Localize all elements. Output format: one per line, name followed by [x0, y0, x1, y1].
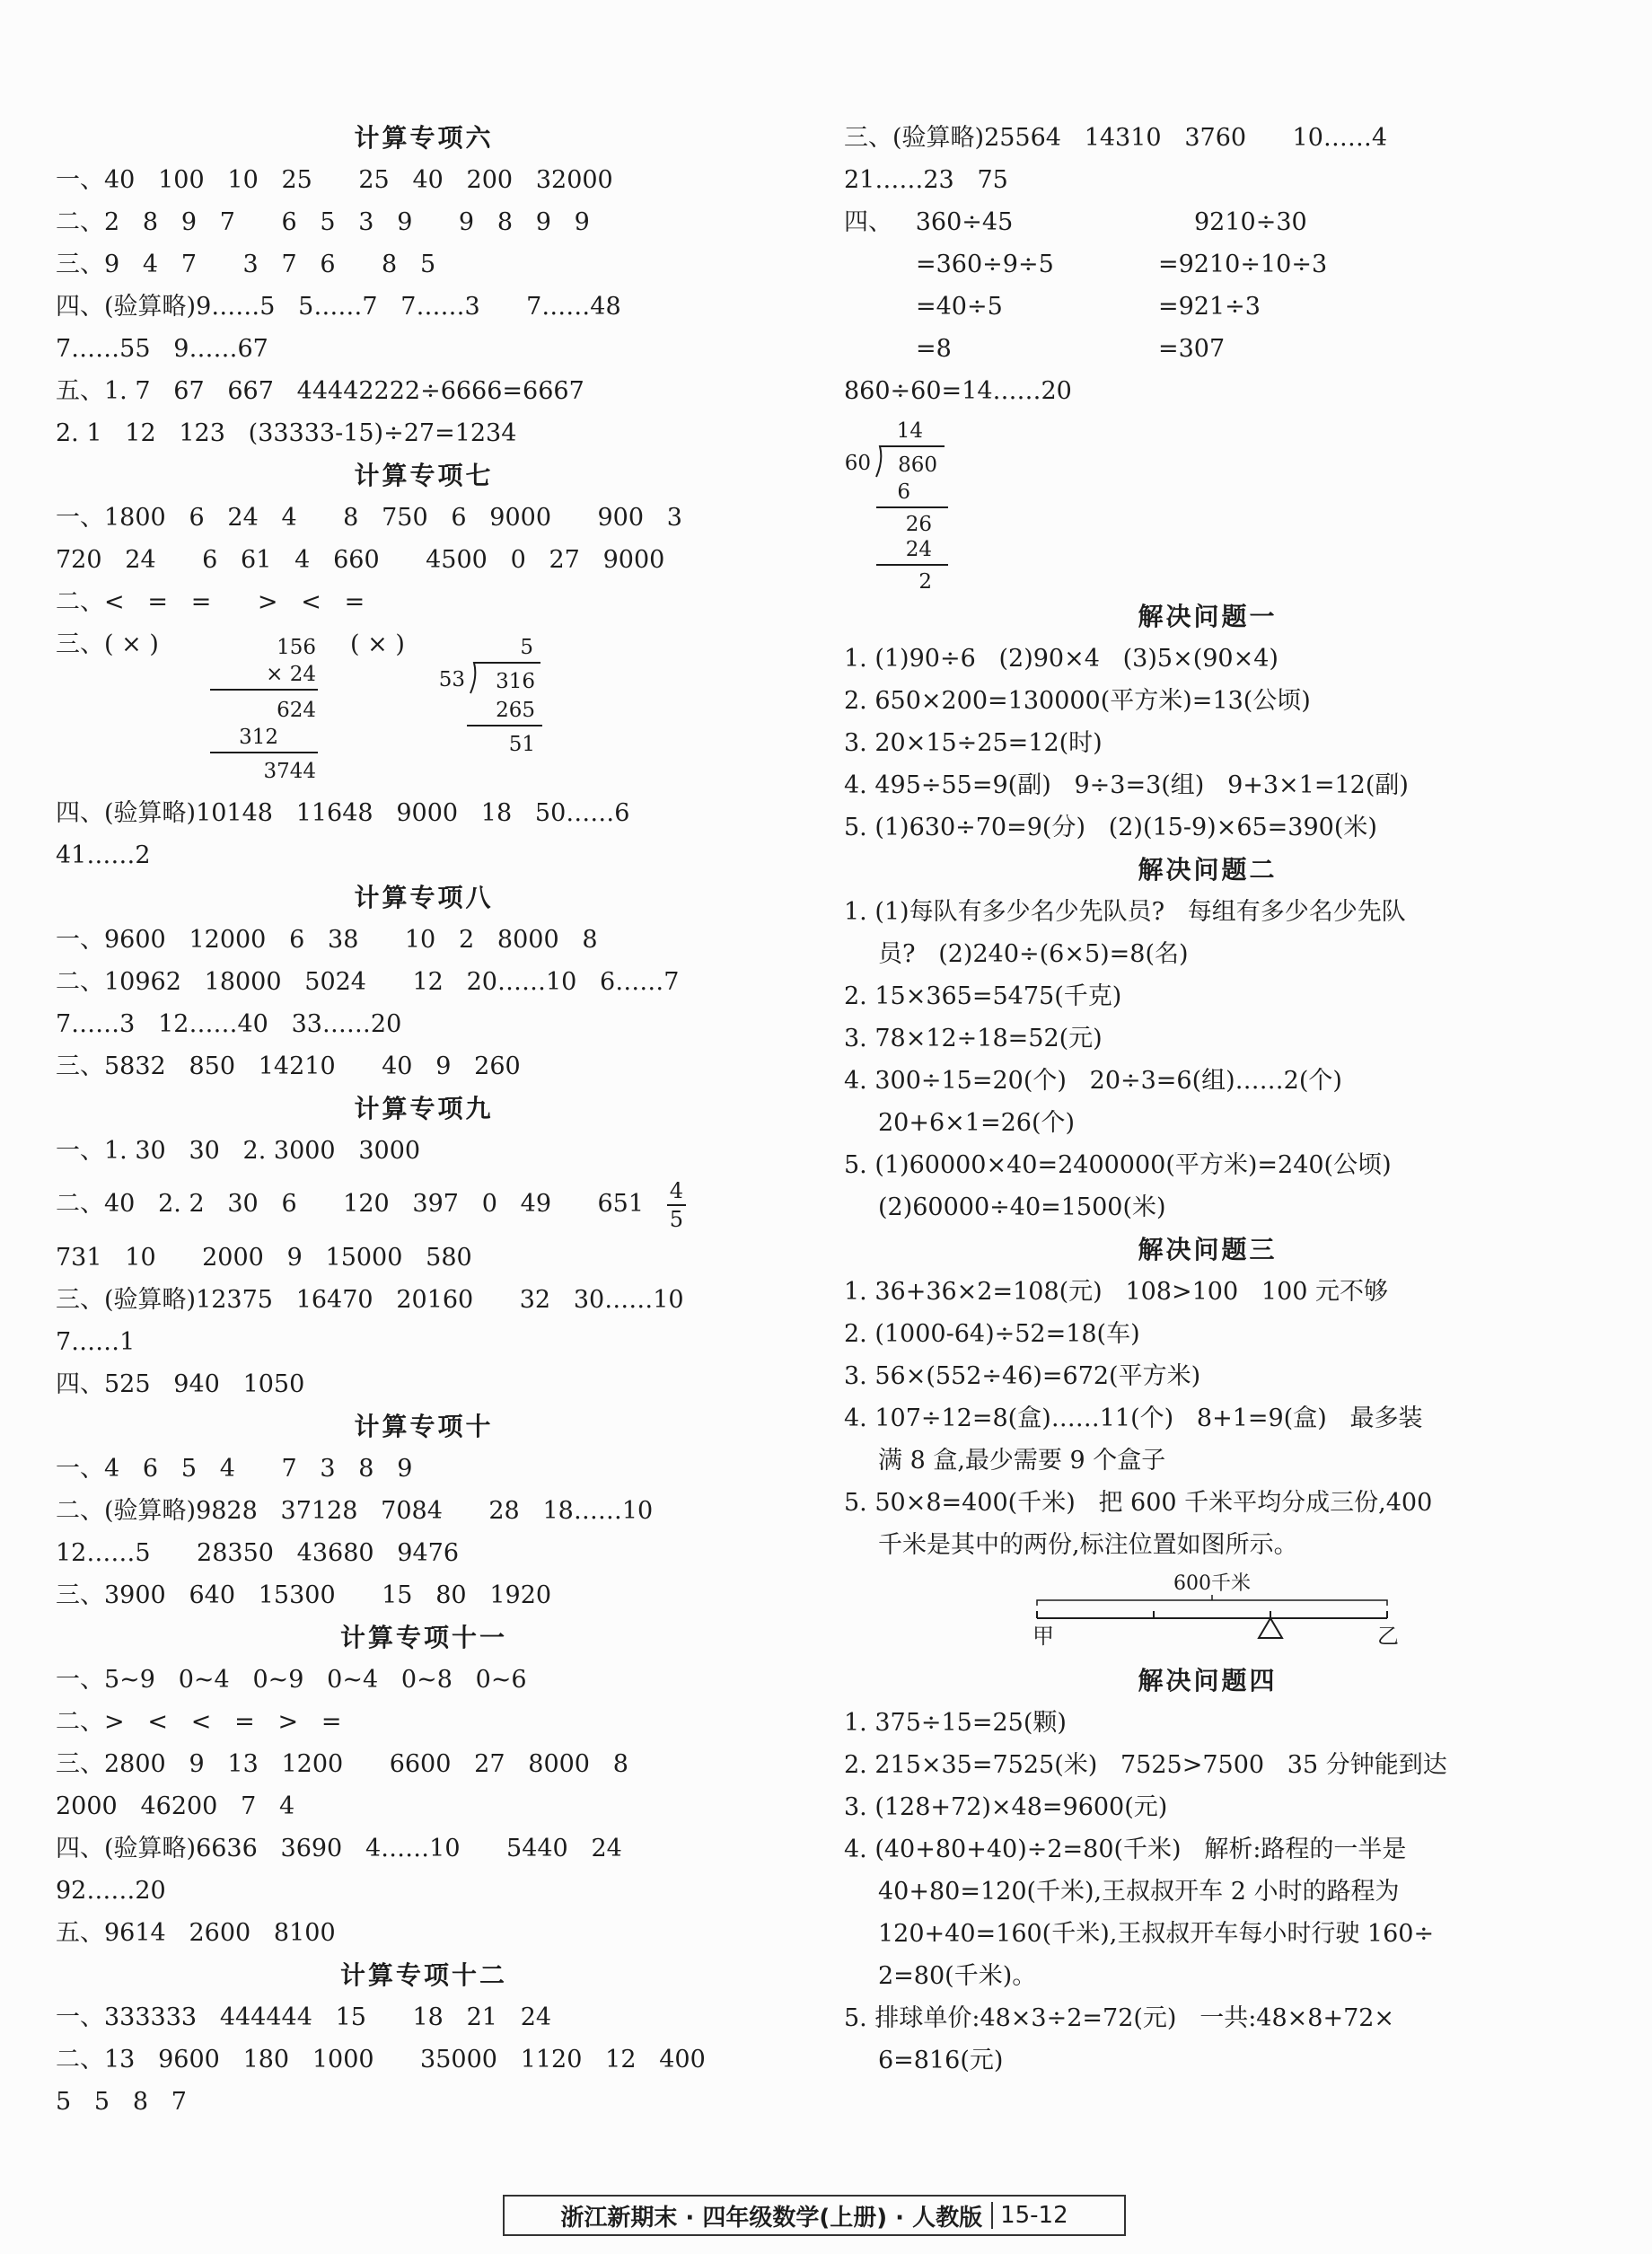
- answer-line: 二、(验算略)9828 37128 7084 28 18……10: [56, 1497, 654, 1525]
- answer-line: 20+6×1=26(个): [878, 1109, 1076, 1137]
- answer-text: =307: [1158, 335, 1226, 363]
- answer-text: =8: [916, 335, 952, 363]
- answer-text: 四、 360÷45: [844, 208, 1014, 236]
- answer-line: 一、1800 6 24 4 8 750 6 9000 900 3: [56, 504, 682, 532]
- section-title: 计算专项八: [354, 883, 494, 912]
- answer-line: [844, 243, 1571, 286]
- section-title: 计算专项六: [354, 123, 494, 153]
- fraction-denominator: 5: [669, 1206, 684, 1232]
- section-title: 计算专项十: [354, 1412, 494, 1441]
- answer-line: 5. 50×8=400(千米) 把 600 千米平均分成三份,400: [844, 1489, 1433, 1517]
- answer-line: 4. 107÷12=8(盒)……11(个) 8+1=9(盒) 最多装: [844, 1404, 1423, 1432]
- answer-text: =921÷3: [1158, 293, 1261, 321]
- div-remainder: 51: [508, 733, 535, 756]
- answer-line: 7……3 12……40 33……20: [56, 1010, 402, 1038]
- answer-line: 四、525 940 1050: [56, 1370, 305, 1398]
- distance-diagram: [844, 1566, 1571, 1656]
- answer-line: 员? (2)240÷(6×5)=8(名): [878, 940, 1189, 968]
- answer-line: 1. 375÷15=25(颗): [844, 1709, 1067, 1737]
- answer-line: ( × ): [350, 630, 405, 658]
- answer-line: 二、< = = > < =: [56, 588, 365, 616]
- answer-line: 3. 78×12÷18=52(元): [844, 1025, 1103, 1052]
- section-title: 解决问题二: [1138, 855, 1278, 885]
- answer-line: 三、( × ): [56, 630, 159, 658]
- answer-line: 731 10 2000 9 15000 580: [56, 1244, 472, 1272]
- answer-line: [844, 328, 1571, 370]
- answer-line: 一、4 6 5 4 7 3 8 9: [56, 1455, 413, 1483]
- answer-line: 二、13 9600 180 1000 35000 1120 12 400: [56, 2046, 706, 2074]
- answer-line: 41……2: [56, 841, 151, 869]
- answer-line: 2. 650×200=130000(平方米)=13(公顷): [844, 687, 1311, 715]
- fraction: [667, 1177, 686, 1233]
- answer-line: 二、2 8 9 7 6 5 3 9 9 8 9 9: [56, 208, 590, 236]
- answer-line: 一、333333 444444 15 18 21 24: [56, 2003, 552, 2031]
- long-division-svg: [844, 412, 1571, 592]
- section-title: 计算专项十二: [339, 1960, 507, 1990]
- answer-line: 二、> < < = > =: [56, 1708, 342, 1736]
- answer-line: 860÷60=14……20: [844, 377, 1072, 405]
- section-title: 解决问题三: [1138, 1235, 1278, 1264]
- answer-line: (2)60000÷40=1500(米): [878, 1193, 1166, 1221]
- answer-line: 1. 36+36×2=108(元) 108>100 100 元不够: [844, 1278, 1389, 1306]
- right-column: [844, 117, 1571, 2082]
- div-remainder: 2: [918, 570, 932, 592]
- div-quotient: 14: [896, 419, 923, 443]
- section-title: 计算专项九: [354, 1094, 494, 1123]
- answer-line: 5. (1)630÷70=9(分) (2)(15-9)×65=390(米): [844, 814, 1377, 841]
- answer-line: 12……5 28350 43680 9476: [56, 1539, 460, 1567]
- answer-line: 3. (128+72)×48=9600(元): [844, 1793, 1168, 1821]
- start-point-label: 甲: [1032, 1624, 1054, 1649]
- answer-text: 二、40 2. 2 30 6 120 397 0 49 651: [56, 1190, 645, 1218]
- answer-line: 一、9600 12000 6 38 10 2 8000 8: [56, 926, 598, 954]
- answer-text: 9210÷30: [1194, 208, 1307, 236]
- div-step: 26: [905, 513, 932, 536]
- answer-line: 三、9 4 7 3 7 6 8 5: [56, 251, 436, 278]
- answer-line: 5. 排球单价:48×3÷2=72(元) 一共:48×8+72×: [844, 2004, 1395, 2032]
- answer-line: 2000 46200 7 4: [56, 1792, 295, 1820]
- div-quotient: 5: [520, 636, 533, 659]
- answer-line: 五、1. 7 67 667 44442222÷6666=6667: [56, 377, 584, 405]
- answer-line: 3. 20×15÷25=12(时): [844, 729, 1103, 757]
- answer-line: 五、9614 2600 8100: [56, 1919, 336, 1947]
- answer-line: [844, 286, 1571, 328]
- answer-line: 四、(验算略)10148 11648 9000 18 50……6: [56, 799, 630, 827]
- answer-line: 三、(验算略)25564 14310 3760 10……4: [844, 124, 1388, 152]
- footer-title: 浙江新期末 · 四年级数学(上册) · 人教版: [560, 2204, 983, 2232]
- answer-line: [56, 1172, 792, 1237]
- answer-line: 4. 300÷15=20(个) 20÷3=6(组)……2(个): [844, 1067, 1342, 1095]
- answer-line: 满 8 盒,最少需要 9 个盒子: [878, 1447, 1166, 1475]
- answer-line: 一、1. 30 30 2. 3000 3000: [56, 1137, 421, 1165]
- answer-line: 千米是其中的两份,标注位置如图所示。: [878, 1531, 1298, 1559]
- total-distance-label: 600千米: [1173, 1572, 1251, 1595]
- answer-line: 5. (1)60000×40=2400000(平方米)=240(公顷): [844, 1151, 1392, 1179]
- answer-line: 2. 215×35=7525(米) 7525>7500 35 分钟能到达: [844, 1751, 1447, 1779]
- mult-bottom: × 24: [266, 663, 316, 686]
- div-dividend: 860: [898, 453, 937, 477]
- answer-line: 1. (1)90÷6 (2)90×4 (3)5×(90×4): [844, 645, 1279, 673]
- answer-line: 6=816(元): [878, 2047, 1004, 2074]
- mult-result: 3744: [263, 760, 316, 783]
- answer-line: 二、10962 18000 5024 12 20……10 6……7: [56, 968, 680, 996]
- section-title: 解决问题一: [1138, 602, 1278, 631]
- div-divisor: 53: [438, 668, 465, 691]
- answer-text: =360÷9÷5: [916, 251, 1054, 278]
- answer-line: 92……20: [56, 1877, 166, 1905]
- answer-text: =9210÷10÷3: [1158, 251, 1328, 278]
- mult-top: 156: [277, 636, 316, 659]
- answer-line: 720 24 6 61 4 660 4500 0 27 9000: [56, 546, 665, 574]
- answer-line: 一、40 100 10 25 25 40 200 32000: [56, 166, 613, 194]
- mult-partial: 312: [239, 726, 278, 749]
- position-marker-triangle: [1259, 1618, 1282, 1638]
- answer-text: =40÷5: [916, 293, 1003, 321]
- end-point-label: 乙: [1377, 1624, 1399, 1649]
- answer-line: 三、3900 640 15300 15 80 1920: [56, 1581, 552, 1609]
- page-footer: [503, 2195, 1126, 2236]
- left-column: [56, 117, 792, 2123]
- answer-line: [844, 201, 1571, 243]
- answer-line: 一、5~9 0~4 0~9 0~4 0~8 0~6: [56, 1666, 527, 1694]
- answer-line: 2. 1 12 123 (33333-15)÷27=1234: [56, 419, 517, 447]
- answer-line: 三、5832 850 14210 40 9 260: [56, 1052, 521, 1080]
- vertical-calc-block: [56, 623, 792, 792]
- answer-line: 三、(验算略)12375 16470 20160 32 30……10: [56, 1286, 684, 1314]
- answer-line: 四、(验算略)6636 3690 4……10 5440 24: [56, 1835, 622, 1862]
- answer-line: 4. 495÷55=9(副) 9÷3=3(组) 9+3×1=12(副): [844, 771, 1409, 799]
- answer-line: 7……55 9……67: [56, 335, 268, 363]
- answer-line: 3. 56×(552÷46)=672(平方米): [844, 1362, 1201, 1390]
- answer-line: 三、2800 9 13 1200 6600 27 8000 8: [56, 1750, 628, 1778]
- div-subtract: 265: [496, 699, 535, 722]
- answer-line: 2. 15×365=5475(千克): [844, 982, 1122, 1010]
- fraction-numerator: 4: [667, 1177, 686, 1206]
- section-title: 计算专项十一: [339, 1623, 507, 1652]
- section-title: 计算专项七: [354, 461, 494, 490]
- div-step: 24: [905, 538, 932, 561]
- answer-line: 4. (40+80+40)÷2=80(千米) 解析:路程的一半是: [844, 1836, 1407, 1863]
- answer-line: 40+80=120(千米),王叔叔开车 2 小时的路程为: [878, 1878, 1400, 1906]
- answer-line: 120+40=160(千米),王叔叔开车每小时行驶 160÷: [878, 1920, 1435, 1948]
- mult-partial: 624: [277, 699, 316, 722]
- page-number: 15-12: [991, 2202, 1068, 2229]
- div-divisor: 60: [844, 452, 871, 475]
- div-dividend: 316: [496, 670, 535, 693]
- brace-line: [1037, 1600, 1387, 1606]
- answer-line: 21……23 75: [844, 166, 1008, 194]
- section-title: 解决问题四: [1138, 1666, 1278, 1695]
- answer-line: 5 5 8 7: [56, 2088, 187, 2116]
- answer-line: 2=80(千米)。: [878, 1962, 1037, 1990]
- answer-line: 四、(验算略)9……5 5……7 7……3 7……48: [56, 293, 621, 321]
- vertical-calc-svg: [56, 623, 792, 792]
- answer-line: 2. (1000-64)÷52=18(车): [844, 1320, 1140, 1348]
- answer-line: 7……1: [56, 1328, 136, 1356]
- answer-line: 1. (1)每队有多少名少先队员? 每组有多少名少先队: [844, 898, 1406, 926]
- div-subtract: 6: [897, 480, 910, 504]
